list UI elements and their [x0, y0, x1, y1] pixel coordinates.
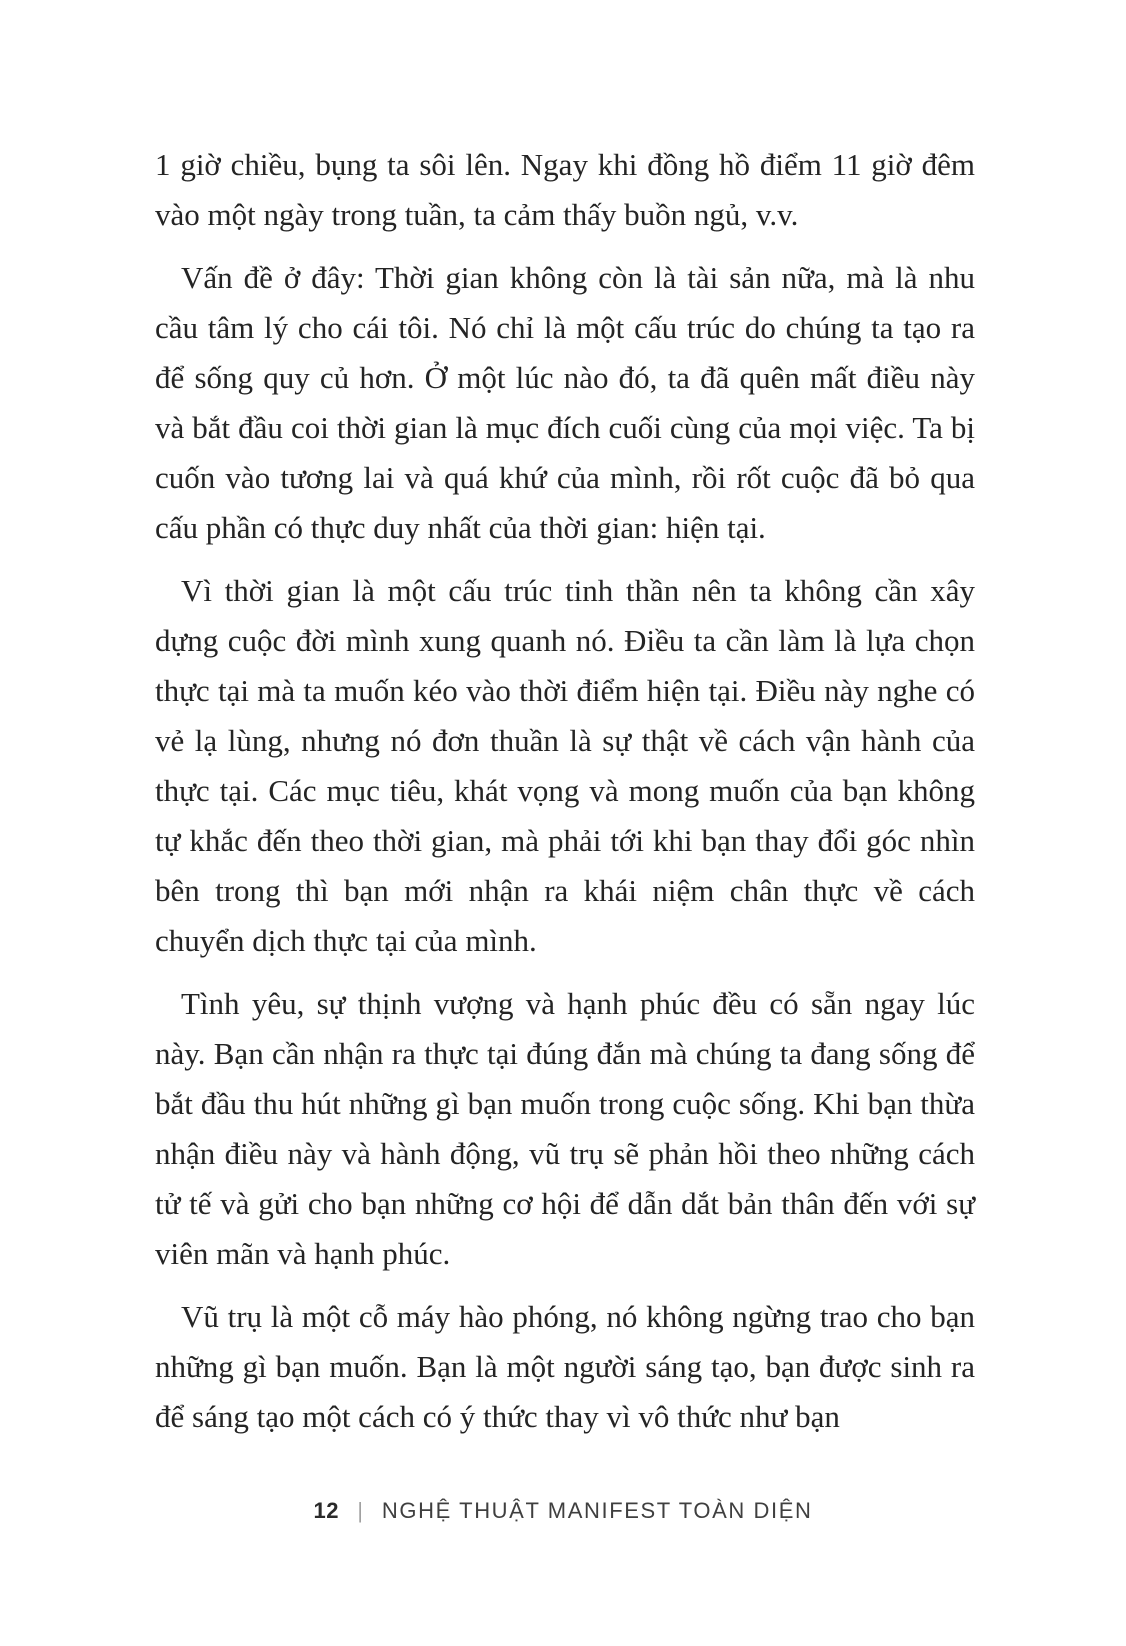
page-footer — [0, 1498, 1126, 1524]
page-text — [155, 140, 975, 1442]
paragraph: Vấn đề ở đây: Thời gian không còn là tài sản nữa, mà là nhu cầu tâm lý cho cái tôi. Nó chỉ là một cấu trúc do chúng ta tạo ra để sống quy củ hơn. Ở một lúc nào đó, ta đã quên mất điều này và bắt đầu coi thời gian là mục đích cuối cùng của mọi việc. Ta bị cuốn vào tương lai và quá khứ của mình, rồi rốt cuộc đã bỏ qua cấu phần có thực duy nhất của thời gian: hiện tại. — [155, 260, 975, 545]
paragraph: Vì thời gian là một cấu trúc tinh thần nên ta không cần xây dựng cuộc đời mình xung quanh nó. Điều ta cần làm là lựa chọn thực tại mà ta muốn kéo vào thời điểm hiện tại. Điều này nghe có vẻ lạ lùng, nhưng nó đơn thuần là sự thật về cách vận hành của thực tại. Các mục tiêu, khát vọng và mong muốn của bạn không tự khắc đến theo thời gian, mà phải tới khi bạn thay đổi góc nhìn bên trong thì bạn mới nhận ra khái niệm chân thực về cách chuyển dịch thực tại của mình. — [155, 573, 975, 958]
footer-separator: | — [358, 1498, 363, 1523]
page-number: 12 — [313, 1498, 339, 1523]
book-title: NGHỆ THUẬT MANIFEST TOÀN DIỆN — [381, 1498, 813, 1523]
paragraph: 1 giờ chiều, bụng ta sôi lên. Ngay khi đồng hồ điểm 11 giờ đêm vào một ngày trong tuần, ta cảm thấy buồn ngủ, v.v. — [155, 147, 975, 232]
paragraph: Vũ trụ là một cỗ máy hào phóng, nó không ngừng trao cho bạn những gì bạn muốn. Bạn là một người sáng tạo, bạn được sinh ra để sáng tạo một cách có ý thức thay vì vô thức như bạn — [155, 1299, 975, 1434]
paragraph: Tình yêu, sự thịnh vượng và hạnh phúc đều có sẵn ngay lúc này. Bạn cần nhận ra thực tại đúng đắn mà chúng ta đang sống để bắt đầu thu hút những gì bạn muốn trong cuộc sống. Khi bạn thừa nhận điều này và hành động, vũ trụ sẽ phản hồi theo những cách tử tế và gửi cho bạn những cơ hội để dẫn dắt bản thân đến với sự viên mãn và hạnh phúc. — [155, 986, 975, 1271]
